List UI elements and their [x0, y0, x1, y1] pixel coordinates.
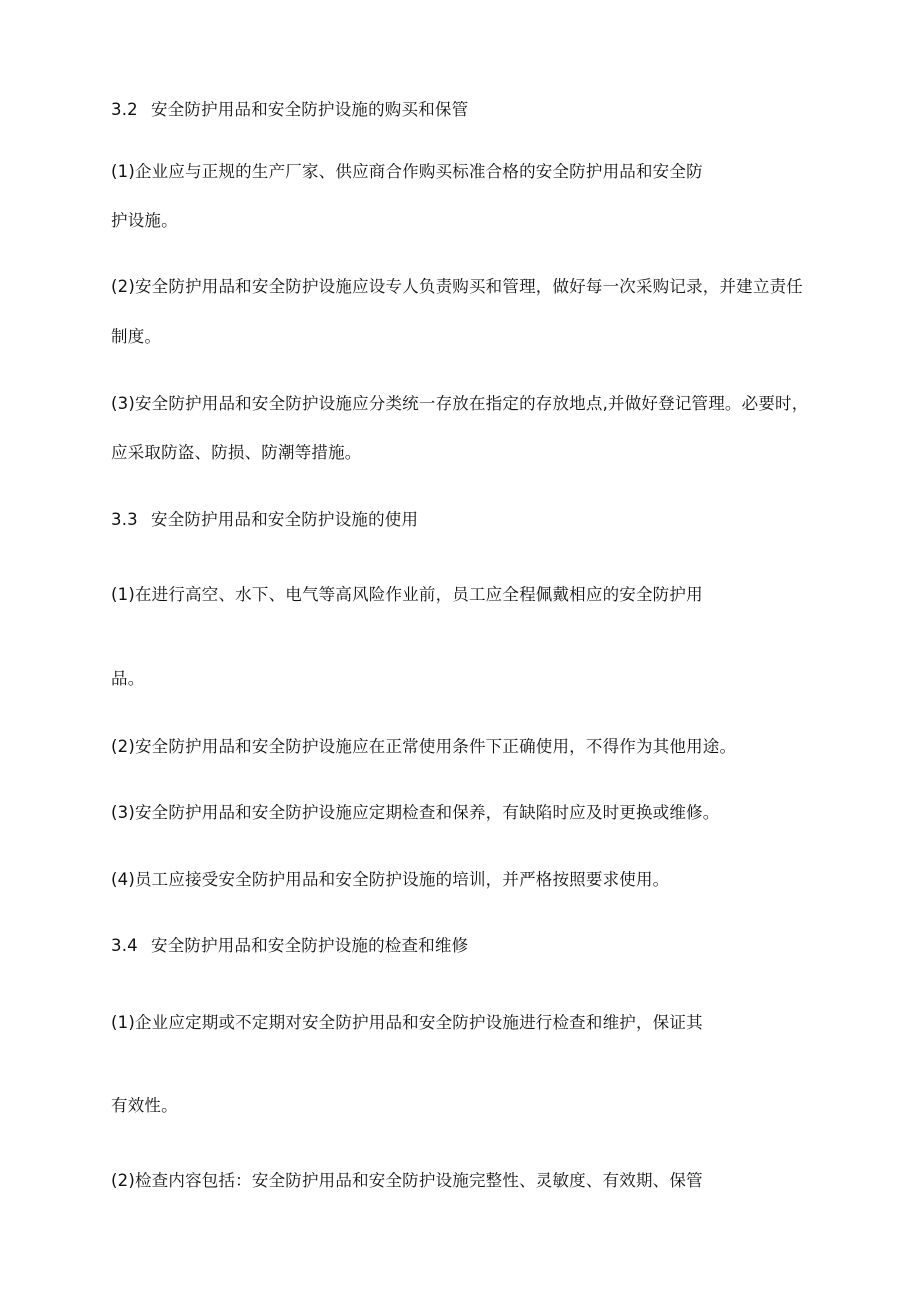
paragraph-line: 有效性。 — [111, 1096, 178, 1115]
paragraph-line: (3)安全防护用品和安全防护设施应定期检查和保养，有缺陷时应及时更换或维修。 — [111, 803, 720, 822]
section-number: 3.2 — [111, 100, 138, 119]
paragraph-line: (1)在进行高空、水下、电气等高风险作业前，员工应全程佩戴相应的安全防护用 — [111, 585, 703, 604]
paragraph-line: 护设施。 — [111, 211, 178, 230]
paragraph-line: 应采取防盗、防损、防潮等措施。 — [111, 443, 362, 462]
section-heading — [111, 935, 468, 957]
paragraph-line: 品。 — [111, 669, 145, 688]
paragraph-line: (2)安全防护用品和安全防护设施应设专人负责购买和管理，做好每一次采购记录，并建立责任 — [111, 277, 803, 296]
paragraph-line: (2)安全防护用品和安全防护设施应在正常使用条件下正确使用，不得作为其他用途。 — [111, 737, 737, 756]
section-title: 安全防护用品和安全防护设施的检查和维修 — [151, 936, 469, 955]
section-title: 安全防护用品和安全防护设施的使用 — [151, 510, 419, 529]
section-heading — [111, 509, 418, 531]
paragraph-line: 制度。 — [111, 327, 162, 346]
section-number: 3.3 — [111, 510, 138, 529]
paragraph-line: (3)安全防护用品和安全防护设施应分类统一存放在指定的存放地点,并做好登记管理。必要时， — [111, 394, 809, 413]
section-number: 3.4 — [111, 936, 138, 955]
paragraph-line: (1)企业应与正规的生产厂家、供应商合作购买标准合格的安全防护用品和安全防 — [111, 162, 703, 181]
section-title: 安全防护用品和安全防护设施的购买和保管 — [151, 100, 469, 119]
paragraph-line: (4)员工应接受安全防护用品和安全防护设施的培训，并严格按照要求使用。 — [111, 870, 670, 889]
paragraph-line: (2)检查内容包括：安全防护用品和安全防护设施完整性、灵敏度、有效期、保管 — [111, 1171, 703, 1190]
paragraph-line: (1)企业应定期或不定期对安全防护用品和安全防护设施进行检查和维护，保证其 — [111, 1013, 703, 1032]
section-heading — [111, 99, 468, 121]
